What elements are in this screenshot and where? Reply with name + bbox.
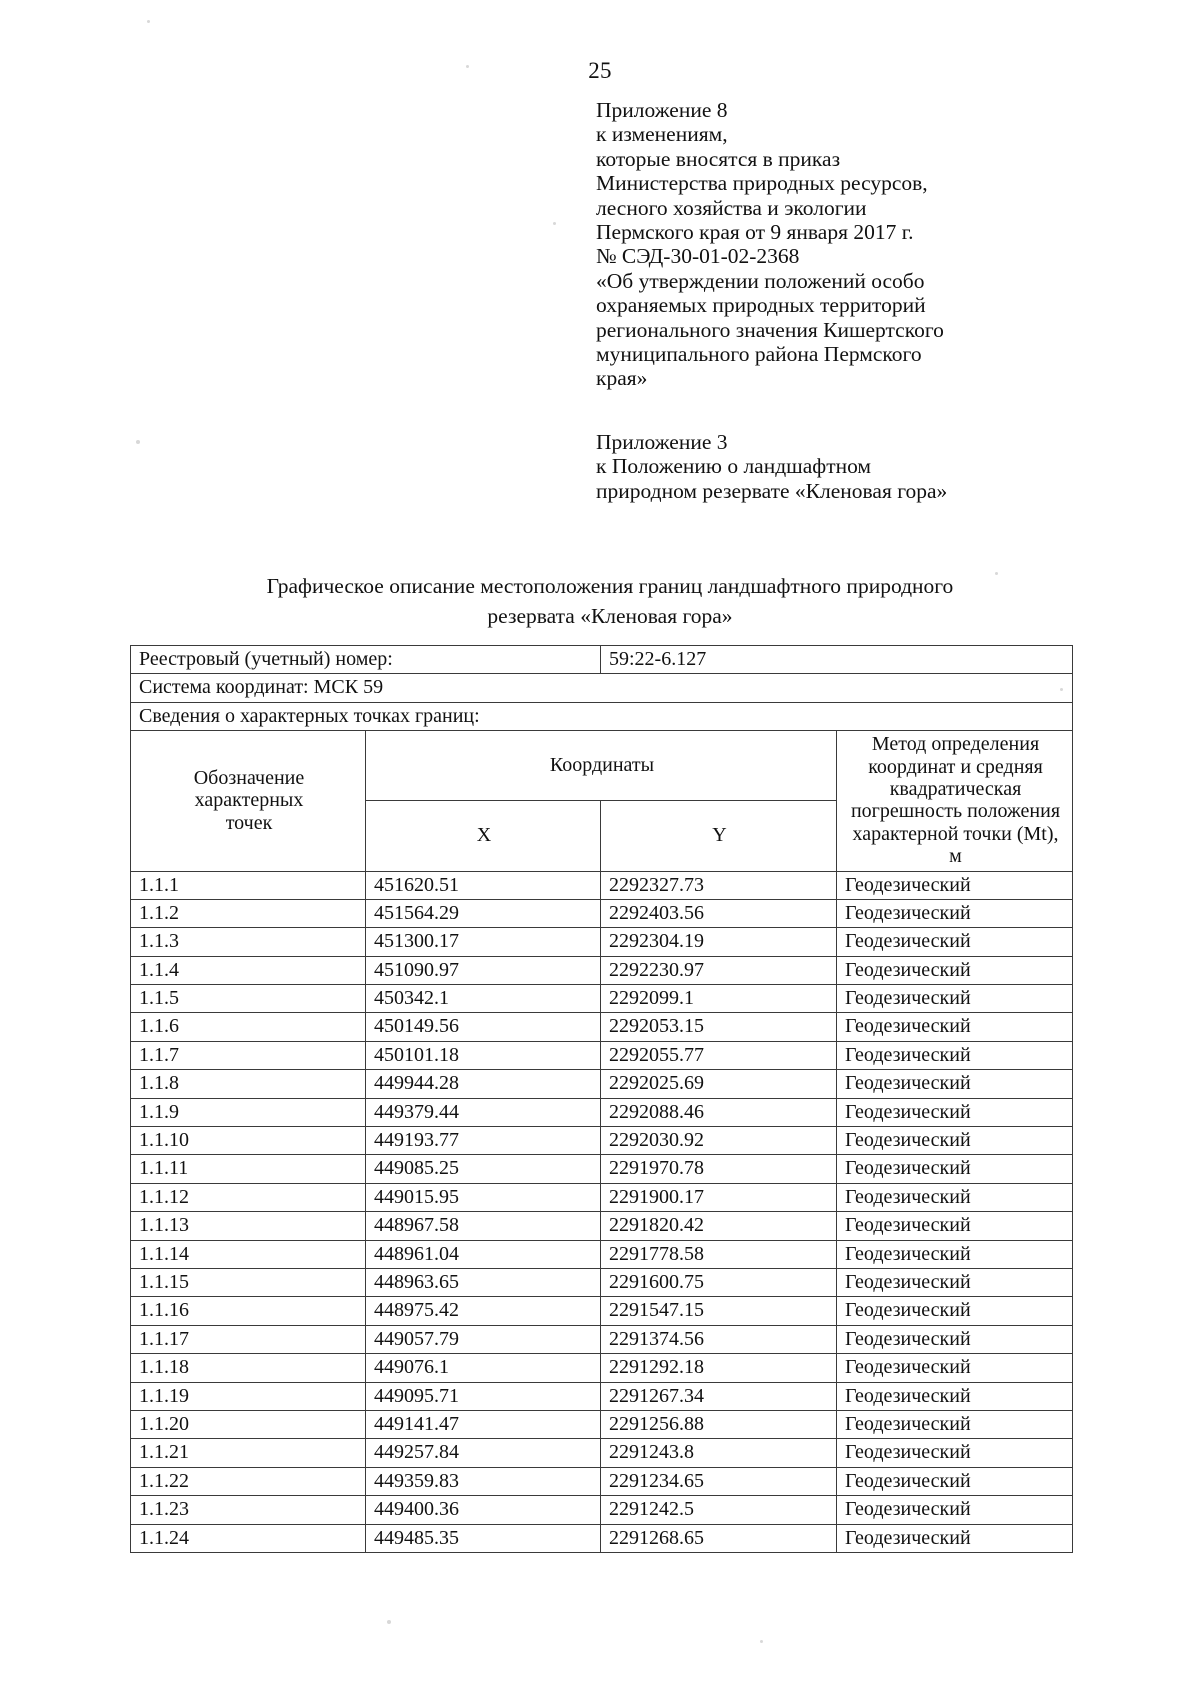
cell-coordinate-x: 448961.04	[366, 1240, 601, 1268]
cell-coordinate-y: 2292053.15	[601, 1013, 837, 1041]
appendix-ref-line: муниципального района Пермского	[596, 341, 922, 366]
cell-coordinate-y: 2292025.69	[601, 1070, 837, 1098]
table-row-registry	[131, 646, 1073, 674]
column-header-method-line: квадратическая погрешность положения	[850, 777, 1061, 823]
table-row	[131, 899, 1073, 927]
appendix-ref-line: «Об утверждении положений особо	[596, 268, 925, 293]
cell-point-designation: 1.1.11	[131, 1155, 366, 1183]
cell-coordinate-y: 2291374.56	[601, 1325, 837, 1353]
boundary-points-table-wrapper	[130, 645, 1072, 1553]
table-row	[131, 1098, 1073, 1126]
table-row	[131, 928, 1073, 956]
appendix-ref-line: охраняемых природных территорий	[596, 293, 926, 318]
table-row	[131, 1382, 1073, 1410]
column-header-method	[837, 731, 1073, 871]
position-reference-block	[596, 430, 1066, 503]
table-row	[131, 1127, 1073, 1155]
column-header-method-line: Метод определения координат и средняя	[868, 733, 1043, 778]
table-row	[131, 985, 1073, 1013]
scan-speckle	[760, 1640, 763, 1643]
appendix-ref-line: регионального значения Кишертского	[596, 317, 944, 342]
cell-method: Геодезический	[837, 1070, 1073, 1098]
table-row	[131, 1325, 1073, 1353]
cell-coordinate-x: 449944.28	[366, 1070, 601, 1098]
cell-coordinate-x: 448975.42	[366, 1297, 601, 1325]
cell-point-designation: 1.1.24	[131, 1524, 366, 1552]
cell-coordinate-x: 451090.97	[366, 956, 601, 984]
column-header-point-line: Обозначение	[193, 766, 305, 789]
table-row	[131, 1070, 1073, 1098]
table-row	[131, 1268, 1073, 1296]
table-row	[131, 1155, 1073, 1183]
cell-coordinate-y: 2291243.8	[601, 1439, 837, 1467]
cell-coordinate-y: 2292327.73	[601, 871, 837, 899]
cell-method: Геодезический	[837, 1467, 1073, 1495]
table-row	[131, 1013, 1073, 1041]
page-title	[150, 572, 1070, 631]
cell-coordinate-x: 451564.29	[366, 899, 601, 927]
appendix-reference-block	[596, 98, 1066, 391]
column-header-point-line: характерных	[194, 789, 304, 812]
cell-point-designation: 1.1.8	[131, 1070, 366, 1098]
table-row	[131, 1524, 1073, 1552]
cell-coordinate-y: 2291267.34	[601, 1382, 837, 1410]
cell-method: Геодезический	[837, 1354, 1073, 1382]
cell-coordinate-y: 2291292.18	[601, 1354, 837, 1382]
cell-point-designation: 1.1.12	[131, 1183, 366, 1211]
cell-point-designation: 1.1.2	[131, 899, 366, 927]
table-row	[131, 871, 1073, 899]
cell-method: Геодезический	[837, 1325, 1073, 1353]
cell-coordinate-y: 2291900.17	[601, 1183, 837, 1211]
cell-method: Геодезический	[837, 899, 1073, 927]
cell-method: Геодезический	[837, 1524, 1073, 1552]
cell-method: Геодезический	[837, 1041, 1073, 1069]
table-row	[131, 956, 1073, 984]
cell-method: Геодезический	[837, 1410, 1073, 1438]
cell-coordinate-y: 2291256.88	[601, 1410, 837, 1438]
scan-speckle	[387, 1620, 391, 1624]
table-row	[131, 1212, 1073, 1240]
page-title-line-1: Графическое описание местоположения границ ландшафтного природного	[266, 574, 954, 598]
cell-coordinate-y: 2291820.42	[601, 1212, 837, 1240]
cell-method: Геодезический	[837, 871, 1073, 899]
cell-coordinate-y: 2292088.46	[601, 1098, 837, 1126]
cell-point-designation: 1.1.15	[131, 1268, 366, 1296]
cell-coordinate-x: 449257.84	[366, 1439, 601, 1467]
cell-coordinate-x: 449141.47	[366, 1410, 601, 1438]
cell-coordinate-x: 450342.1	[366, 985, 601, 1013]
table-row	[131, 1240, 1073, 1268]
cell-coordinate-y: 2291970.78	[601, 1155, 837, 1183]
cell-coordinate-x: 449193.77	[366, 1127, 601, 1155]
table-row	[131, 1183, 1073, 1211]
cell-coordinate-y: 2292304.19	[601, 928, 837, 956]
table-row-coord-system	[131, 674, 1073, 702]
column-header-coordinates: Координаты	[366, 731, 837, 801]
cell-point-designation: 1.1.19	[131, 1382, 366, 1410]
cell-point-designation: 1.1.21	[131, 1439, 366, 1467]
cell-coordinate-y: 2291778.58	[601, 1240, 837, 1268]
cell-point-designation: 1.1.3	[131, 928, 366, 956]
column-header-method-line: характерной точки (Mt), м	[852, 822, 1059, 868]
cell-coordinate-x: 449485.35	[366, 1524, 601, 1552]
scan-speckle	[553, 222, 556, 225]
cell-coordinate-y: 2292230.97	[601, 956, 837, 984]
cell-point-designation: 1.1.18	[131, 1354, 366, 1382]
cell-point-designation: 1.1.5	[131, 985, 366, 1013]
table-row	[131, 1496, 1073, 1524]
scan-speckle	[136, 440, 140, 444]
cell-coordinate-x: 450149.56	[366, 1013, 601, 1041]
cell-coordinate-x: 448963.65	[366, 1268, 601, 1296]
cell-coordinate-y: 2291234.65	[601, 1467, 837, 1495]
cell-point-designation: 1.1.9	[131, 1098, 366, 1126]
cell-point-designation: 1.1.22	[131, 1467, 366, 1495]
cell-coordinate-x: 449015.95	[366, 1183, 601, 1211]
cell-coordinate-x: 448967.58	[366, 1212, 601, 1240]
cell-point-designation: 1.1.16	[131, 1297, 366, 1325]
appendix-ref-line: к изменениям,	[596, 122, 728, 147]
cell-method: Геодезический	[837, 1212, 1073, 1240]
cell-coordinate-x: 449379.44	[366, 1098, 601, 1126]
table-row	[131, 1410, 1073, 1438]
cell-point-designation: 1.1.4	[131, 956, 366, 984]
cell-coordinate-x: 449359.83	[366, 1467, 601, 1495]
cell-coordinate-y: 2292099.1	[601, 985, 837, 1013]
page-number: 25	[588, 58, 612, 83]
coordinate-system-label: Система координат: МСК 59	[131, 674, 1073, 702]
appendix-ref-line: Пермского края от 9 января 2017 г.	[596, 219, 914, 244]
column-header-point	[131, 731, 366, 871]
position-ref-line: природном резервате «Кленовая гора»	[596, 478, 948, 503]
cell-coordinate-x: 450101.18	[366, 1041, 601, 1069]
cell-method: Геодезический	[837, 1439, 1073, 1467]
cell-coordinate-y: 2292403.56	[601, 899, 837, 927]
cell-point-designation: 1.1.1	[131, 871, 366, 899]
table-row	[131, 1439, 1073, 1467]
position-ref-line: Приложение 3	[596, 430, 728, 454]
cell-coordinate-y: 2291547.15	[601, 1297, 837, 1325]
cell-coordinate-y: 2291268.65	[601, 1524, 837, 1552]
cell-coordinate-x: 449057.79	[366, 1325, 601, 1353]
table-header-row-1	[131, 731, 1073, 801]
cell-coordinate-x: 449400.36	[366, 1496, 601, 1524]
column-header-point-line: точек	[225, 811, 273, 834]
column-header-y: Y	[601, 801, 837, 871]
cell-coordinate-y: 2291242.5	[601, 1496, 837, 1524]
appendix-ref-line: которые вносятся в приказ	[596, 146, 841, 171]
cell-method: Геодезический	[837, 1155, 1073, 1183]
cell-point-designation: 1.1.14	[131, 1240, 366, 1268]
scan-speckle	[147, 20, 150, 23]
cell-method: Геодезический	[837, 956, 1073, 984]
table-row-points-info	[131, 702, 1073, 730]
cell-point-designation: 1.1.17	[131, 1325, 366, 1353]
cell-method: Геодезический	[837, 985, 1073, 1013]
table-body	[131, 646, 1073, 872]
table-row	[131, 1297, 1073, 1325]
cell-coordinate-x: 449095.71	[366, 1382, 601, 1410]
registry-number-value: 59:22-6.127	[601, 646, 1073, 674]
cell-coordinate-x: 449085.25	[366, 1155, 601, 1183]
cell-method: Геодезический	[837, 1268, 1073, 1296]
appendix-ref-line: Министерства природных ресурсов,	[596, 171, 928, 196]
appendix-ref-line: лесного хозяйства и экологии	[596, 195, 867, 220]
cell-point-designation: 1.1.10	[131, 1127, 366, 1155]
table-row	[131, 1467, 1073, 1495]
cell-method: Геодезический	[837, 1013, 1073, 1041]
table-row	[131, 1041, 1073, 1069]
position-ref-line: к Положению о ландшафтном	[596, 454, 872, 479]
appendix-ref-line: края»	[596, 366, 648, 391]
cell-coordinate-y: 2292055.77	[601, 1041, 837, 1069]
registry-number-label: Реестровый (учетный) номер:	[131, 646, 601, 674]
cell-method: Геодезический	[837, 1098, 1073, 1126]
points-info-label: Сведения о характерных точках границ:	[131, 702, 1073, 730]
cell-method: Геодезический	[837, 1240, 1073, 1268]
appendix-ref-line: № СЭД-30-01-02-2368	[596, 244, 800, 269]
cell-point-designation: 1.1.23	[131, 1496, 366, 1524]
cell-method: Геодезический	[837, 1183, 1073, 1211]
cell-method: Геодезический	[837, 928, 1073, 956]
cell-method: Геодезический	[837, 1382, 1073, 1410]
table-data-body	[131, 871, 1073, 1552]
cell-coordinate-x: 451620.51	[366, 871, 601, 899]
cell-method: Геодезический	[837, 1496, 1073, 1524]
appendix-ref-line: Приложение 8	[596, 98, 728, 122]
cell-point-designation: 1.1.7	[131, 1041, 366, 1069]
cell-point-designation: 1.1.13	[131, 1212, 366, 1240]
cell-point-designation: 1.1.20	[131, 1410, 366, 1438]
cell-coordinate-x: 449076.1	[366, 1354, 601, 1382]
cell-coordinate-x: 451300.17	[366, 928, 601, 956]
column-header-x: X	[366, 801, 601, 871]
cell-coordinate-y: 2291600.75	[601, 1268, 837, 1296]
cell-coordinate-y: 2292030.92	[601, 1127, 837, 1155]
table-row	[131, 1354, 1073, 1382]
boundary-points-table	[130, 645, 1073, 1553]
page-title-line-2: резервата «Кленовая гора»	[487, 603, 733, 628]
cell-method: Геодезический	[837, 1127, 1073, 1155]
cell-point-designation: 1.1.6	[131, 1013, 366, 1041]
cell-method: Геодезический	[837, 1297, 1073, 1325]
